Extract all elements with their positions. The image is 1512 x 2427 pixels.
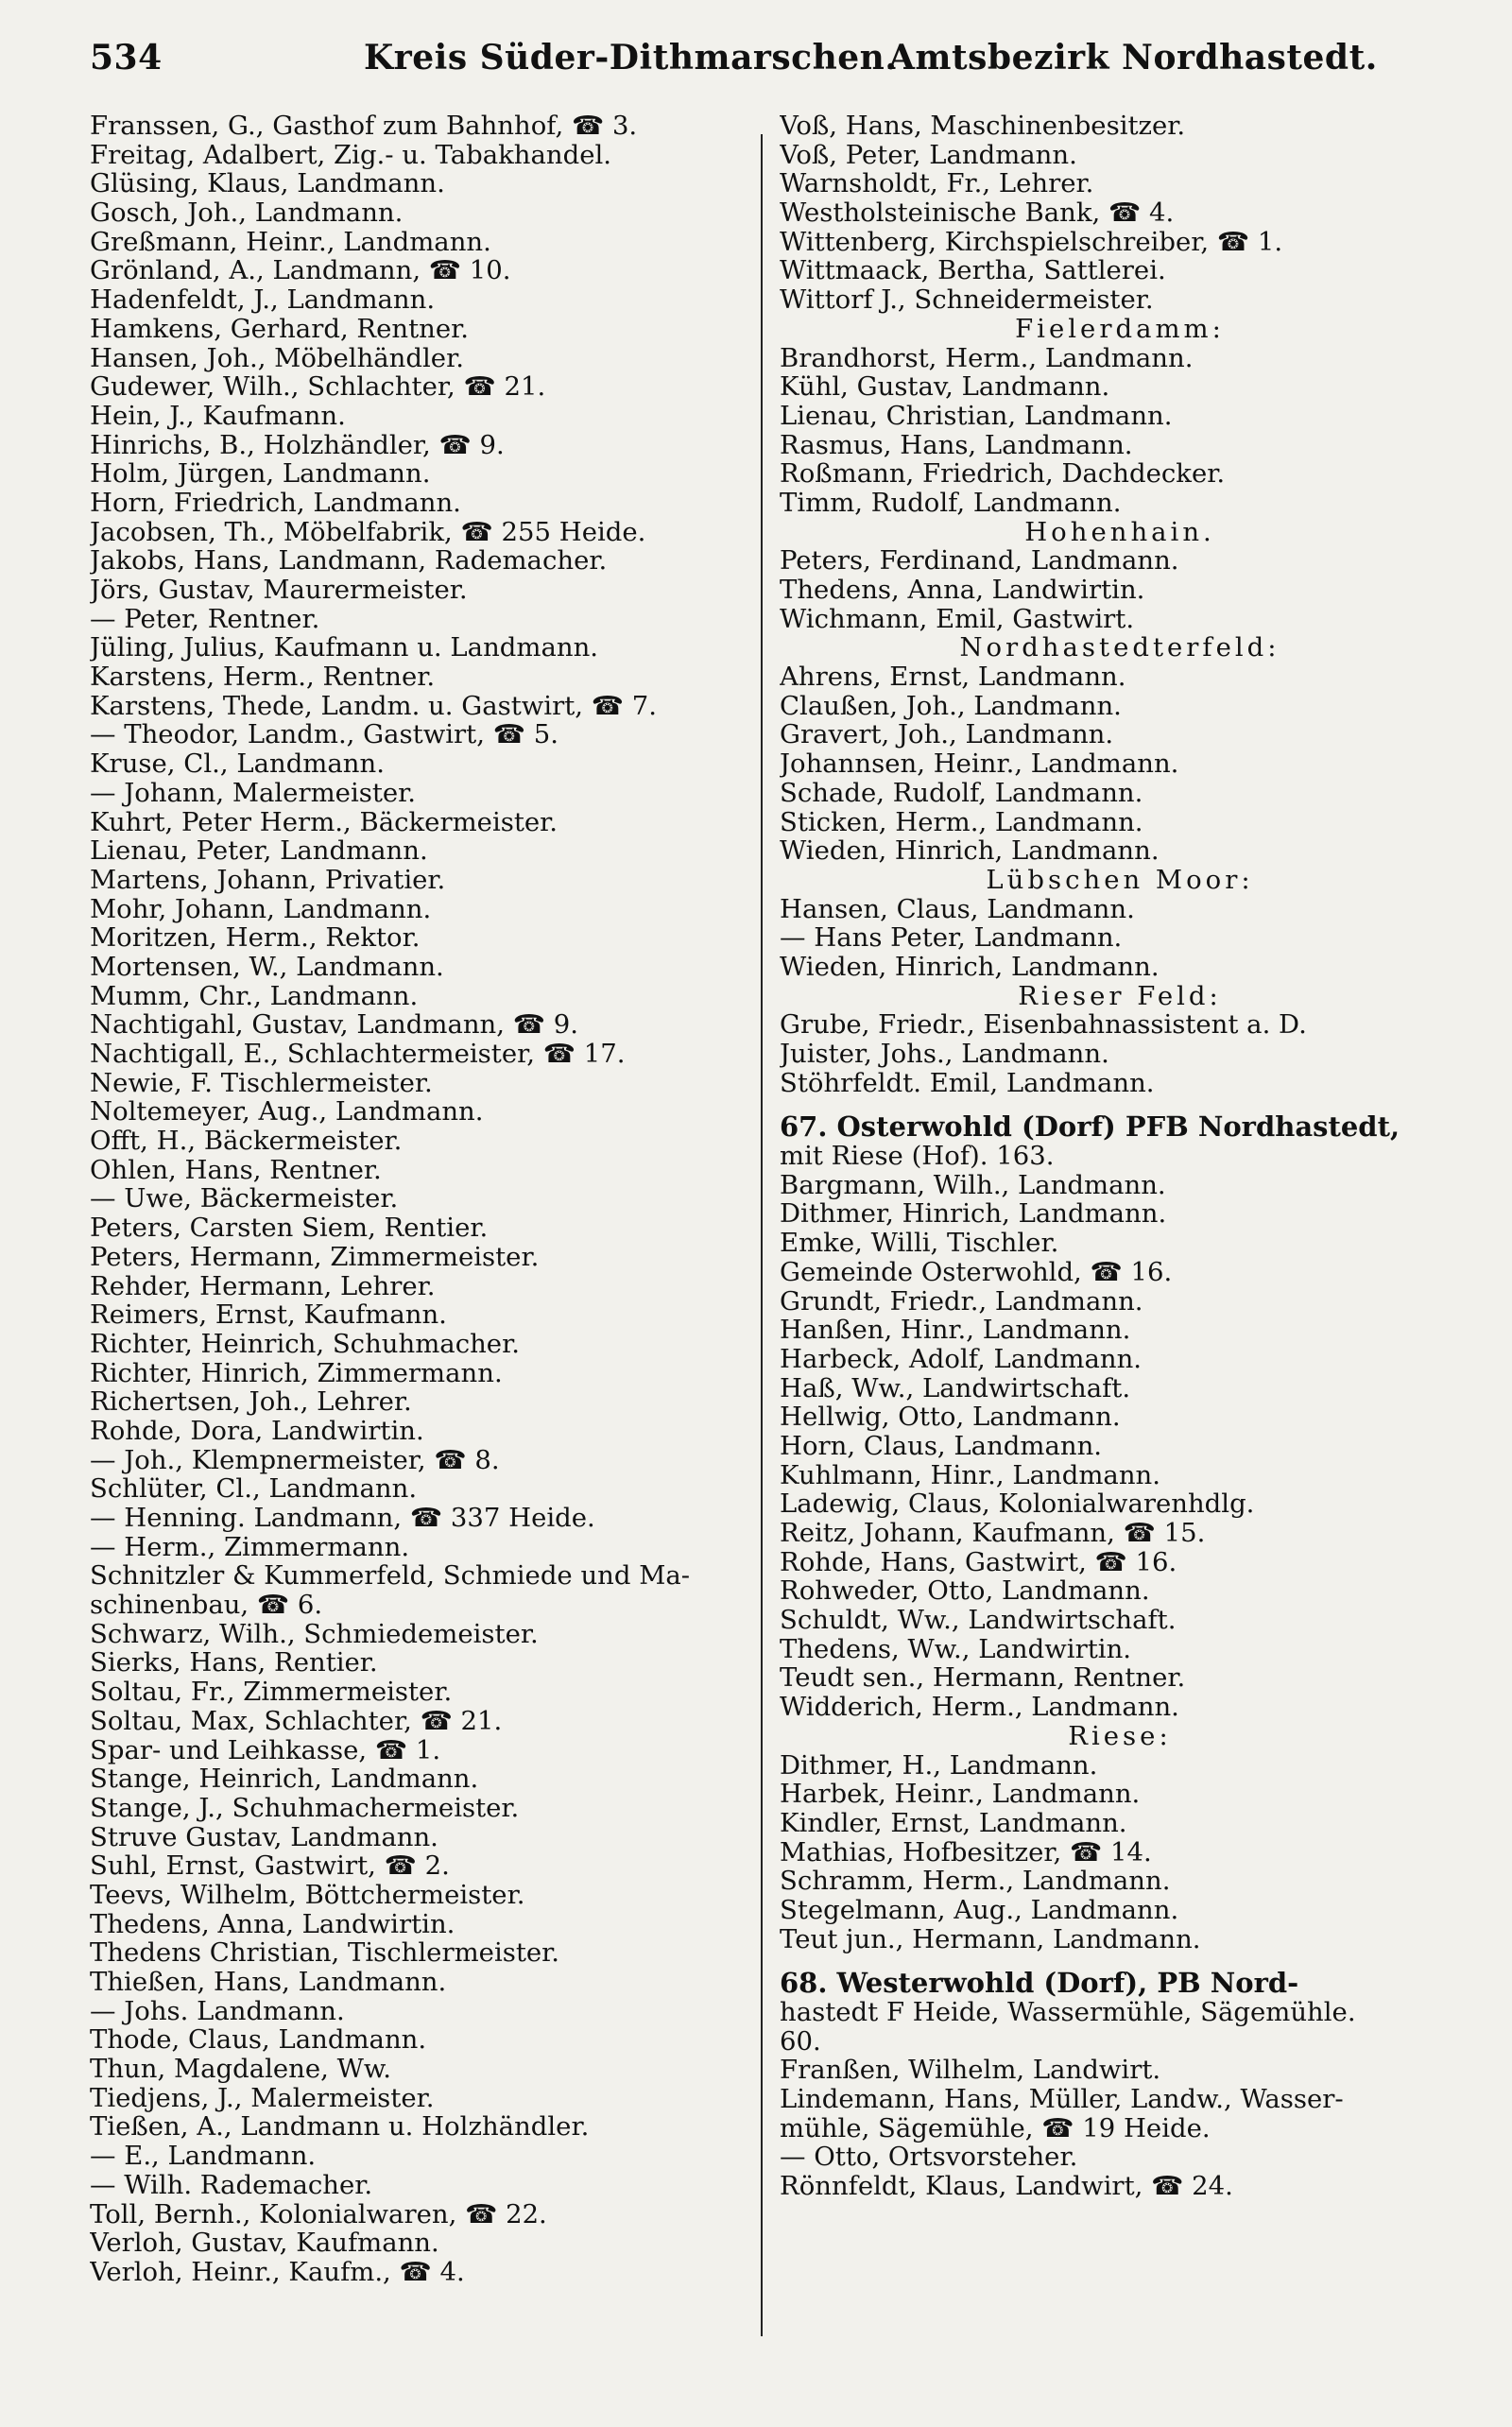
directory-entry: Reitz, Johann, Kaufmann, ☎ 15.	[780, 1519, 1206, 1548]
directory-entry: — E., Landmann.	[90, 2142, 317, 2171]
directory-entry: Westholsteinische Bank, ☎ 4.	[780, 198, 1175, 228]
directory-entry: Haß, Ww., Landwirtschaft.	[780, 1373, 1131, 1403]
directory-entry: Verloh, Heinr., Kaufm., ☎ 4.	[90, 2257, 465, 2287]
directory-entry: Schramm, Herm., Landmann.	[780, 1867, 1171, 1896]
directory-entry: Tiedjens, J., Malermeister.	[90, 2083, 435, 2113]
directory-entry: Martens, Johann, Privatier.	[90, 865, 446, 895]
office-title: Amtsbezirk Nordhastedt.	[888, 38, 1378, 77]
locality-heading: Lübschen Moor:	[986, 865, 1254, 895]
directory-entry: — Hans Peter, Landmann.	[780, 923, 1123, 953]
directory-entry: Kruse, Cl., Landmann.	[90, 749, 385, 779]
directory-entry: Gudewer, Wilh., Schlachter, ☎ 21.	[90, 372, 546, 402]
directory-entry: — Wilh. Rademacher.	[90, 2170, 373, 2200]
directory-entry: Emke, Willi, Tischler.	[780, 1229, 1059, 1258]
directory-entry: Hamkens, Gerhard, Rentner.	[90, 314, 470, 344]
directory-entry: Lienau, Christian, Landmann.	[780, 401, 1173, 431]
directory-entry: Moritzen, Herm., Rektor.	[90, 923, 421, 953]
directory-entry: Thode, Claus, Landmann.	[90, 2025, 427, 2056]
directory-entry: Teut jun., Hermann, Landmann.	[780, 1924, 1201, 1954]
locality-heading: Nordhastedterfeld:	[959, 633, 1280, 663]
locality-heading: Hohenhain.	[1024, 517, 1215, 547]
directory-entry: Timm, Rudolf, Landmann.	[780, 488, 1122, 518]
locality-heading: Rieser Feld:	[1018, 981, 1222, 1011]
directory-entry: Gemeinde Osterwohld, ☎ 16.	[780, 1257, 1173, 1287]
directory-entry: Stöhrfeldt. Emil, Landmann.	[780, 1068, 1155, 1098]
directory-entry: — Henning. Landmann, ☎ 337 Heide.	[90, 1504, 595, 1533]
directory-entry: Roßmann, Friedrich, Dachdecker.	[780, 459, 1226, 489]
directory-entry: Thun, Magdalene, Ww.	[90, 2055, 391, 2084]
directory-entry: Brandhorst, Herm., Landmann.	[780, 343, 1194, 373]
directory-entry: Voß, Peter, Landmann.	[780, 140, 1077, 170]
right-column	[780, 112, 1460, 2201]
directory-entry: — Otto, Ortsvorsteher.	[780, 2143, 1078, 2173]
directory-entry: Kindler, Ernst, Landmann.	[780, 1808, 1127, 1838]
directory-entry: Spar- und Leihkasse, ☎ 1.	[90, 1735, 441, 1765]
directory-entry: Harbeck, Adolf, Landmann.	[780, 1344, 1143, 1374]
directory-entry: Tießen, A., Landmann u. Holzhändler.	[90, 2112, 590, 2143]
directory-entry: Claußen, Joh., Landmann.	[780, 691, 1122, 721]
directory-entry: Holm, Jürgen, Landmann.	[90, 459, 431, 489]
directory-entry: Bargmann, Wilh., Landmann.	[780, 1170, 1166, 1200]
directory-entry: Voß, Hans, Maschinenbesitzer.	[780, 112, 1186, 141]
directory-entry: Thedens, Anna, Landwirtin.	[90, 1909, 455, 1939]
directory-entry: Newie, F. Tischlermeister.	[90, 1068, 433, 1098]
column-divider	[761, 134, 763, 2336]
directory-entry: — Herm., Zimmermann.	[90, 1532, 410, 1562]
directory-entry: Verloh, Gustav, Kaufmann.	[90, 2229, 439, 2258]
page-header	[90, 38, 1469, 91]
directory-entry: Hein, J., Kaufmann.	[90, 401, 346, 431]
directory-entry: Peters, Hermann, Zimmermeister.	[90, 1242, 540, 1272]
directory-entry: Mohr, Johann, Landmann.	[90, 894, 432, 924]
left-column	[90, 112, 747, 2287]
directory-entry: Hansen, Joh., Möbelhändler.	[90, 343, 464, 373]
directory-entry: Gravert, Joh., Landmann.	[780, 720, 1114, 750]
directory-entry: mit Riese (Hof). 163.	[780, 1142, 1055, 1171]
directory-entry: Kühl, Gustav, Landmann.	[780, 372, 1110, 402]
directory-entry: Horn, Friedrich, Landmann.	[90, 488, 461, 518]
directory-entry: Lindemann, Hans, Müller, Landw., Wasser-	[780, 2085, 1344, 2114]
directory-entry: Offt, H., Bäckermeister.	[90, 1127, 403, 1156]
section-gap	[780, 1954, 1460, 1969]
section-gap	[780, 1097, 1460, 1112]
directory-entry: Wittenberg, Kirchspielschreiber, ☎ 1.	[780, 227, 1283, 257]
directory-entry: Glüsing, Klaus, Landmann.	[90, 169, 445, 199]
directory-entry: Teudt sen., Hermann, Rentner.	[780, 1663, 1186, 1694]
directory-entry: Grube, Friedr., Eisenbahnassistent a. D.	[780, 1010, 1307, 1040]
locality-heading: Riese:	[1068, 1721, 1172, 1751]
directory-entry: Freitag, Adalbert, Zig.- u. Tabakhandel.	[90, 140, 612, 170]
directory-entry: Rasmus, Hans, Landmann.	[780, 430, 1133, 460]
directory-entry: Dithmer, Hinrich, Landmann.	[780, 1199, 1167, 1230]
directory-entry: Thedens, Anna, Landwirtin.	[780, 576, 1145, 605]
directory-entry: Toll, Bernh., Kolonialwaren, ☎ 22.	[90, 2199, 547, 2229]
directory-entry: Wieden, Hinrich, Landmann.	[780, 836, 1160, 866]
directory-entry: Richter, Hinrich, Zimmermann.	[90, 1358, 503, 1388]
directory-entry: Thedens Christian, Tischlermeister.	[90, 1938, 560, 1968]
directory-entry: Johannsen, Heinr., Landmann.	[780, 749, 1179, 779]
directory-entry: Ahrens, Ernst, Landmann.	[780, 663, 1126, 692]
directory-entry: mühle, Sägemühle, ☎ 19 Heide.	[780, 2113, 1211, 2143]
directory-entry: Greßmann, Heinr., Landmann.	[90, 227, 491, 257]
directory-entry: Reimers, Ernst, Kaufmann.	[90, 1300, 447, 1330]
directory-entry: — Peter, Rentner.	[90, 604, 320, 634]
directory-entry: Mortensen, W., Landmann.	[90, 952, 444, 982]
directory-entry: hastedt F Heide, Wassermühle, Sägemühle.	[780, 1998, 1356, 2027]
directory-entry: Richertsen, Joh., Lehrer.	[90, 1387, 412, 1417]
directory-entry: Lienau, Peter, Landmann.	[90, 836, 428, 866]
directory-entry: Harbek, Heinr., Landmann.	[780, 1780, 1141, 1809]
directory-entry: Thießen, Hans, Landmann.	[90, 1968, 447, 1997]
directory-entry: Stegelmann, Aug., Landmann.	[780, 1895, 1179, 1925]
directory-entry: Schuldt, Ww., Landwirtschaft.	[780, 1606, 1177, 1635]
directory-entry: Soltau, Fr., Zimmermeister.	[90, 1678, 453, 1707]
directory-entry: Struve Gustav, Landmann.	[90, 1822, 438, 1852]
directory-entry: Peters, Ferdinand, Landmann.	[780, 546, 1179, 576]
page-number: 534	[90, 38, 163, 77]
directory-entry: Soltau, Max, Schlachter, ☎ 21.	[90, 1706, 503, 1736]
directory-entry: Franssen, G., Gasthof zum Bahnhof, ☎ 3.	[90, 112, 638, 141]
directory-entry: Hadenfeldt, J., Landmann.	[90, 285, 436, 315]
directory-entry: Jüling, Julius, Kaufmann u. Landmann.	[90, 633, 599, 663]
directory-entry: Widderich, Herm., Landmann.	[780, 1693, 1179, 1722]
directory-entry: — Johs. Landmann.	[90, 1996, 345, 2026]
directory-entry: Teevs, Wilhelm, Böttchermeister.	[90, 1880, 525, 1910]
directory-entry: Wittmaack, Bertha, Sattlerei.	[780, 256, 1166, 286]
directory-entry: Stange, J., Schuhmachermeister.	[90, 1793, 520, 1823]
directory-entry: Sierks, Hans, Rentier.	[90, 1648, 378, 1678]
directory-entry: Hinrichs, B., Holzhändler, ☎ 9.	[90, 430, 505, 460]
directory-entry: Richter, Heinrich, Schuhmacher.	[90, 1329, 520, 1359]
directory-entry: Rohweder, Otto, Landmann.	[780, 1576, 1150, 1607]
directory-entry: Mumm, Chr., Landmann.	[90, 981, 419, 1011]
directory-entry: Thedens, Ww., Landwirtin.	[780, 1634, 1132, 1664]
locality-heading: Fielerdamm:	[1015, 314, 1225, 344]
directory-entry: Grönland, A., Landmann, ☎ 10.	[90, 256, 511, 286]
directory-entry: Mathias, Hofbesitzer, ☎ 14.	[780, 1837, 1152, 1868]
directory-entry: — Joh., Klempnermeister, ☎ 8.	[90, 1445, 500, 1475]
district-title: Kreis Süder-Dithmarschen.	[364, 38, 898, 77]
directory-entry: Ohlen, Hans, Rentner.	[90, 1155, 382, 1185]
directory-entry: Jacobsen, Th., Möbelfabrik, ☎ 255 Heide.	[90, 517, 646, 547]
directory-entry: schinenbau, ☎ 6.	[90, 1591, 323, 1620]
directory-entry: Juister, Johs., Landmann.	[780, 1040, 1109, 1069]
directory-entry: Karstens, Thede, Landm. u. Gastwirt, ☎ 7.	[90, 691, 658, 721]
directory-entry: Wichmann, Emil, Gastwirt.	[780, 604, 1135, 634]
directory-entry: Kuhrt, Peter Herm., Bäckermeister.	[90, 807, 558, 837]
directory-entry: Nachtigall, E., Schlachtermeister, ☎ 17.	[90, 1040, 626, 1069]
directory-entry: Dithmer, H., Landmann.	[780, 1750, 1098, 1781]
directory-entry: Franßen, Wilhelm, Landwirt.	[780, 2056, 1161, 2086]
directory-entry: Suhl, Ernst, Gastwirt, ☎ 2.	[90, 1851, 450, 1881]
directory-entry: Rönnfeldt, Klaus, Landwirt, ☎ 24.	[780, 2172, 1233, 2201]
directory-entry: Gosch, Joh., Landmann.	[90, 198, 404, 228]
directory-entry: Jörs, Gustav, Maurermeister.	[90, 576, 468, 605]
directory-entry: Grundt, Friedr., Landmann.	[780, 1286, 1143, 1317]
directory-entry: Stange, Heinrich, Landmann.	[90, 1764, 479, 1794]
directory-entry: Schwarz, Wilh., Schmiedemeister.	[90, 1619, 539, 1649]
directory-entry: Rohde, Hans, Gastwirt, ☎ 16.	[780, 1547, 1177, 1577]
directory-entry: Kuhlmann, Hinr., Landmann.	[780, 1460, 1160, 1490]
directory-entry: Rohde, Dora, Landwirtin.	[90, 1416, 424, 1446]
directory-entry: Nachtigahl, Gustav, Landmann, ☎ 9.	[90, 1010, 578, 1040]
directory-entry: Rehder, Hermann, Lehrer.	[90, 1271, 436, 1301]
directory-entry: Wittorf J., Schneidermeister.	[780, 285, 1154, 315]
directory-entry: Hellwig, Otto, Landmann.	[780, 1403, 1121, 1432]
directory-entry: Peters, Carsten Siem, Rentier.	[90, 1214, 489, 1243]
municipality-heading: 68. Westerwohld (Dorf), PB Nord-	[780, 1969, 1299, 1998]
directory-entry: — Theodor, Landm., Gastwirt, ☎ 5.	[90, 720, 558, 750]
directory-entry: Noltemeyer, Aug., Landmann.	[90, 1097, 484, 1127]
directory-entry: Schnitzler & Kummerfeld, Schmiede und Ma-	[90, 1561, 691, 1592]
directory-entry: 60.	[780, 2026, 821, 2057]
directory-entry: Wieden, Hinrich, Landmann.	[780, 952, 1160, 982]
directory-entry: — Johann, Malermeister.	[90, 778, 417, 808]
directory-entry: Hansen, Claus, Landmann.	[780, 894, 1135, 924]
directory-entry: Karstens, Herm., Rentner.	[90, 663, 436, 692]
directory-entry: — Uwe, Bäckermeister.	[90, 1184, 399, 1214]
directory-entry: Horn, Claus, Landmann.	[780, 1431, 1103, 1461]
directory-entry: Jakobs, Hans, Landmann, Rademacher.	[90, 546, 608, 576]
directory-entry: Warnsholdt, Fr., Lehrer.	[780, 169, 1094, 199]
directory-entry: Schlüter, Cl., Landmann.	[90, 1474, 418, 1504]
directory-entry: Ladewig, Claus, Kolonialwarenhdlg.	[780, 1489, 1255, 1519]
municipality-heading: 67. Osterwohld (Dorf) PFB Nordhastedt,	[780, 1112, 1400, 1143]
directory-entry: Sticken, Herm., Landmann.	[780, 807, 1143, 837]
directory-entry: Hanßen, Hinr., Landmann.	[780, 1316, 1131, 1345]
directory-entry: Schade, Rudolf, Landmann.	[780, 778, 1143, 808]
